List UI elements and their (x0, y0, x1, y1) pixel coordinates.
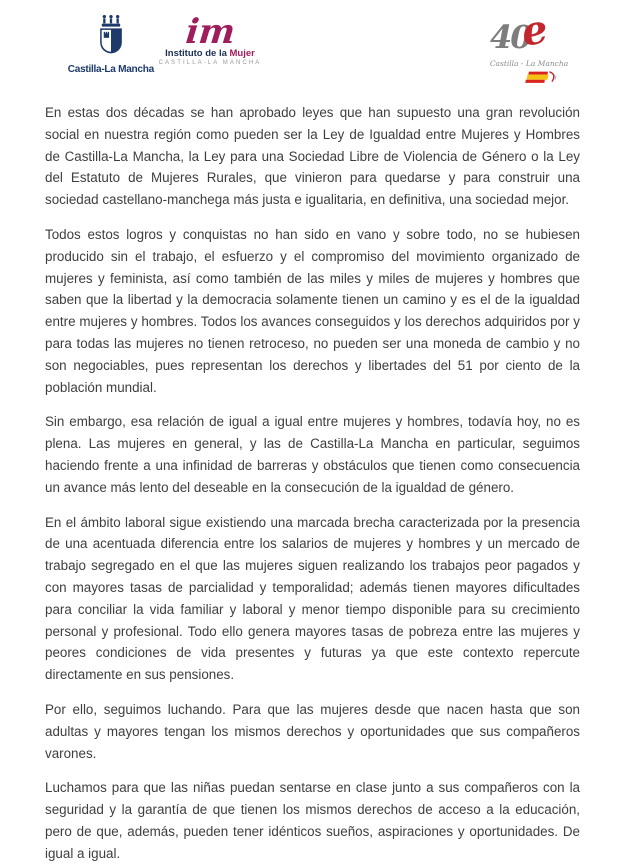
im-monogram-icon: im (183, 12, 237, 52)
instituto-mujer-subtitle: CASTILLA-LA MANCHA (158, 60, 262, 66)
document-body (0, 92, 623, 865)
instituto-mujer-title-prefix: Instituto de la (165, 48, 230, 59)
castilla-la-mancha-logo (67, 14, 155, 75)
paragraph-2: Todos estos logros y conquistas no han sido en vano y sobre todo, no se hubiesen producido sin el trabajo, el esfuerzo y el compromiso del movimiento organizado de mujeres y feminista, así como también de las miles y miles de mujeres y hombres que saben que la libertad y la democracia solamente tienen un camino y es el de la igualdad entre mujeres y hombres. Todos los avances conseguidos y los derechos adquiridos por y para todas las mujeres no tienen retroceso, no pueden ser una moneda de cambio y no son negociables, pues representan los derechos y libertades del 51 por ciento de la población mundial. (45, 226, 580, 395)
anniversary-caption: Castilla - La Mancha (489, 59, 569, 68)
paragraph-4: En el ámbito laboral sigue existiendo una marcada brecha caracterizada por la presencia de una acentuada diferencia entre los salarios de mujeres y hombres y un mercado de trabajo segregado en el que las mujeres siguen realizando los trabajos peor pagados y con mayores tasas de parcialidad y temporalidad; además tienen mayores dificultades para conciliar la vida familiar y laboral y menor tiempo disponible para su crecimiento personal y profesional. Todo ello genera mayores tasas de pobreza entre las mujeres y peores condiciones de vida presentes y futuras ya que este contexto repercute directamente en sus pensiones. (45, 514, 580, 683)
paragraph-3: Sin embargo, esa relación de igual a igual entre mujeres y hombres, todavía hoy, no es plena. Las mujeres en general, y las de Castilla-La Mancha en particular, seguimos haciendo frente a una infinidad de barreras y obstáculos que tienen como consecuencia un avance más lento del deseable en la consecución de la igualdad de género. (45, 414, 580, 495)
paragraph-5: Por ello, seguimos luchando. Para que las mujeres desde que nacen hasta que son adultas y mayores tengan los mismos derechos y oportunidades que sus compañeros varones. (45, 701, 580, 761)
anniversary-40-logo (481, 5, 577, 90)
castilla-la-mancha-shield-icon (96, 14, 126, 61)
instituto-mujer-title-accent: Mujer (229, 48, 255, 59)
anniversary-40-number: 40 (490, 18, 531, 56)
paragraph-6: Luchamos para que las niñas puedan sentarse en clase junto a sus compañeros con la seguridad y la garantía de que tienen los mismos derechos de acceso a la educación, pero de que, además, pueden tener idénticos sueños, aspiraciones y oportunidades. De igual a igual. (45, 780, 580, 861)
castilla-la-mancha-logo-text: Castilla-La Mancha (67, 63, 155, 75)
paragraph-1: En estas dos décadas se han aprobado leyes que han supuesto una gran revolución social en nuestra región como pueden ser la Ley de Igualdad entre Mujeres y Hombres de Castilla-La Mancha, la Ley para una Sociedad Libre de Violencia de Género o la Ley del Estatuto de Mujeres Rurales, que vinieron para quedarse y para construir una sociedad castellano-manchega más justa e igualitaria, en definitiva, una sociedad mejor. (45, 105, 580, 208)
instituto-mujer-logo (158, 12, 262, 66)
anniversary-40-mark (486, 5, 572, 58)
spain-flag-icon (520, 70, 560, 90)
header-logos (0, 0, 623, 92)
anniversary-script-e-icon: e (518, 5, 551, 56)
